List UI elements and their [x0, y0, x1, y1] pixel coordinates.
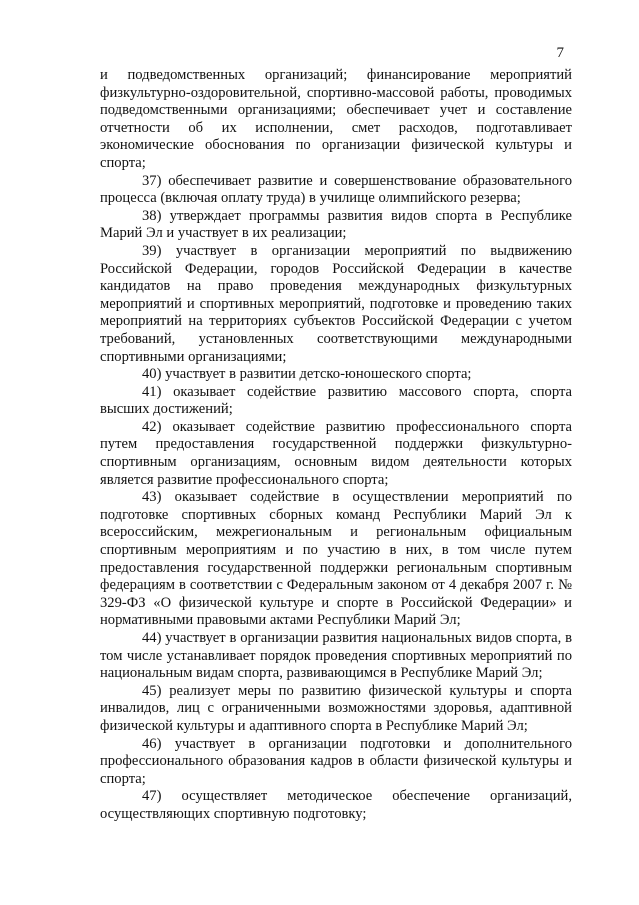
paragraph: 42) оказывает содействие развитию профессионального спорта путем предоставления государственной поддержки физкультурно-спортивным организациям, основным видом деятельности которых является развитие профессионального спорта; [100, 418, 572, 488]
paragraph: 44) участвует в организации развития национальных видов спорта, в том числе устанавливает порядок проведения спортивных мероприятий по национальным видам спорта, развивающимся в Республике Марий Эл; [100, 630, 572, 682]
document-body [100, 67, 572, 824]
paragraph: и подведомственных организаций; финансирование мероприятий физкультурно-оздоровительной, спортивно-массовой работы, проводимых подведомственными организациями; обеспечивает учет и составление отчетности об их исполнении, смет расходов, подготавливает экономические обоснования по организации физической культуры и спорта; [100, 67, 572, 171]
paragraph: 38) утверждает программы развития видов спорта в Республике Марий Эл и участвует в их реализации; [100, 207, 572, 242]
paragraph: 43) оказывает содействие в осуществлении мероприятий по подготовке спортивных сборных команд Республики Марий Эл к всероссийским, межрегиональным и региональным официальным спортивным мероприятиям и по участию в них, в том числе путем предоставления государственной поддержки региональным спортивным федерациям в соответствии с Федеральным законом от 4 декабря 2007 г. № 329-ФЗ «О физической культуре и спорте в Российской Федерации» и нормативными правовыми актами Республики Марий Эл; [100, 489, 572, 629]
paragraph: 47) осуществляет методическое обеспечение организаций, осуществляющих спортивную подготовку; [100, 788, 572, 822]
paragraph: 46) участвует в организации подготовки и дополнительного профессионального образования кадров в области физической культуры и спорта; [100, 735, 572, 787]
page-number: 7 [556, 45, 564, 61]
paragraph: 40) участвует в развитии детско-юношеского спорта; [142, 366, 472, 383]
paragraph: 39) участвует в организации мероприятий по выдвижению Российской Федерации, городов Российской Федерации в качестве кандидатов на право проведения международных физкультурных мероприятий и спортивных мероприятий, подготовке и проведению таких мероприятий на территориях субъектов Российской Федерации с учетом требований, установленных соответствующими международными спортивными организациями; [100, 242, 572, 365]
paragraph: 37) обеспечивает развитие и совершенствование образовательного процесса (включая оплату труда) в училище олимпийского резерва; [100, 172, 572, 207]
paragraph: 41) оказывает содействие развитию массового спорта, спорта высших достижений; [100, 383, 572, 418]
paragraph: 45) реализует меры по развитию физической культуры и спорта инвалидов, лиц с ограниченными возможностями здоровья, адаптивной физической культуры и адаптивного спорта в Республике Марий Эл; [100, 682, 572, 734]
